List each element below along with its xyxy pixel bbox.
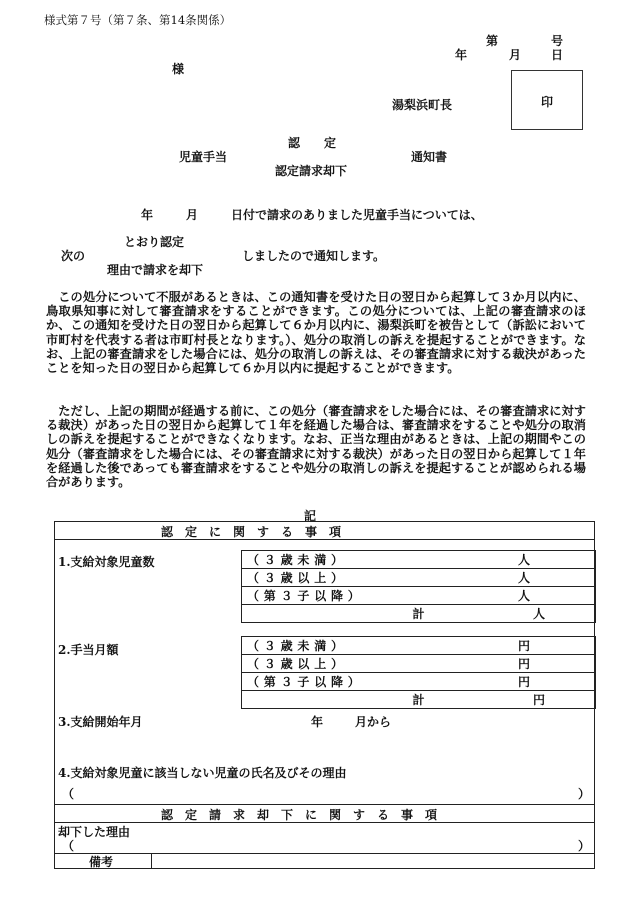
child-count-table: [241, 550, 596, 623]
table-row: [242, 637, 596, 655]
table-row: [242, 551, 596, 569]
seal-label: 印: [540, 95, 553, 109]
item3-month-from: 月から: [355, 715, 392, 729]
appeal-notice-paragraph-2: ただし、上記の期間が経過する前に、この処分（審査請求をした場合には、その審査請求に対する裁決）があった日の翌日から起算して１年を経過した場合は、審査請求をすることや処分の取消しの訴えを提起することができなくなります。なお、正当な理由があるときは、上記の期間やこの処分（審査請求をした場合には、その審査請求に対する裁決）があった日の翌日から起算して１年を経過した後であっても審査請求をすることや処分の取消しの訴えを提起することが認められる場合があります。: [46, 404, 586, 490]
body-option-rejection: 理由で請求を却下: [107, 263, 204, 277]
seal-box: [511, 70, 583, 130]
paren-open: （: [62, 839, 75, 853]
rejection-reason-label: 却下した理由: [58, 825, 131, 839]
monthly-amount-table: [241, 636, 596, 709]
item4-label: 4.支給対象児童に該当しない児童の氏名及びその理由: [58, 766, 347, 780]
title-option-rejection: 認定請求却下: [275, 164, 348, 178]
body-suffix: しましたので通知します。: [242, 249, 386, 263]
date-month: 月: [509, 48, 522, 62]
row-unit: 円: [517, 657, 530, 671]
divider: [54, 539, 595, 540]
form-number: 様式第７号（第７条、第14条関係）: [44, 13, 232, 27]
divider: [151, 853, 152, 868]
total-unit: 円: [532, 693, 545, 707]
row-unit: 円: [517, 639, 530, 653]
item3-label: 3.支給開始年月: [58, 715, 143, 729]
appeal-notice-paragraph-1: この処分について不服があるときは、この通知書を受けた日の翌日から起算して３か月以内に、鳥取県知事に対して審査請求をすることができます。この処分については、上記の審査請求のほか、この通知を受けた日の翌日から起算して６か月以内に、湯梨浜町を被告として（訴訟において市町村を代表する者は市町村長となります。）、処分の取消しの訴えを提起することができます。なお、上記の審査請求をした場合には、処分の取消しの訴えは、その審査請求に対する裁決があったことを知った日の翌日から起算して６か月以内に提起することができます。: [46, 290, 586, 376]
item2-label: 2.手当月額: [58, 643, 119, 657]
paren-close: ）: [578, 839, 591, 853]
row-unit: 人: [517, 571, 530, 585]
remarks-label: 備考: [89, 855, 114, 869]
paren-open: （: [62, 787, 75, 801]
row-label: （３歳未満）: [247, 553, 348, 567]
title-left: 児童手当: [179, 150, 228, 164]
doc-no-dai: 第: [486, 34, 499, 48]
table-row: [242, 569, 596, 587]
divider: [54, 853, 595, 854]
body-prefix: 次の: [61, 249, 86, 263]
issuer-name: 湯梨浜町長: [392, 98, 453, 112]
table-row: [242, 655, 596, 673]
divider: [54, 822, 595, 823]
row-label: （第３子以降）: [247, 589, 365, 603]
doc-no-go: 号: [551, 34, 564, 48]
body-option-approval: とおり認定: [124, 235, 185, 249]
recipient-suffix: 様: [172, 62, 185, 76]
section-rejection-header: 認 定 請 求 却 下 に 関 す る 事 項: [161, 808, 438, 822]
title-option-approval: 認 定: [288, 136, 337, 150]
table-row: [242, 605, 596, 623]
total-unit: 人: [532, 607, 545, 621]
item3-year: 年: [311, 715, 324, 729]
row-label: （３歳以上）: [247, 657, 348, 671]
row-label: （３歳未満）: [247, 639, 348, 653]
section-approval-header: 認 定 に 関 す る 事 項: [161, 525, 342, 539]
table-row: [242, 691, 596, 709]
date-year: 年: [455, 48, 468, 62]
title-right: 通知書: [411, 150, 448, 164]
body-year: 年: [141, 208, 154, 222]
table-row: [242, 673, 596, 691]
divider: [54, 804, 595, 805]
total-label: 計: [412, 693, 425, 707]
item1-label: 1.支給対象児童数: [58, 555, 155, 569]
row-unit: 人: [517, 553, 530, 567]
date-day: 日: [551, 48, 564, 62]
total-label: 計: [412, 607, 425, 621]
row-label: （３歳以上）: [247, 571, 348, 585]
table-row: [242, 587, 596, 605]
ki-label: 記: [304, 509, 317, 523]
row-unit: 人: [517, 589, 530, 603]
row-unit: 円: [517, 675, 530, 689]
row-label: （第３子以降）: [247, 675, 365, 689]
paren-close: ）: [578, 787, 591, 801]
body-month: 月: [186, 208, 199, 222]
body-line1: 日付で請求のありました児童手当については、: [231, 208, 483, 222]
